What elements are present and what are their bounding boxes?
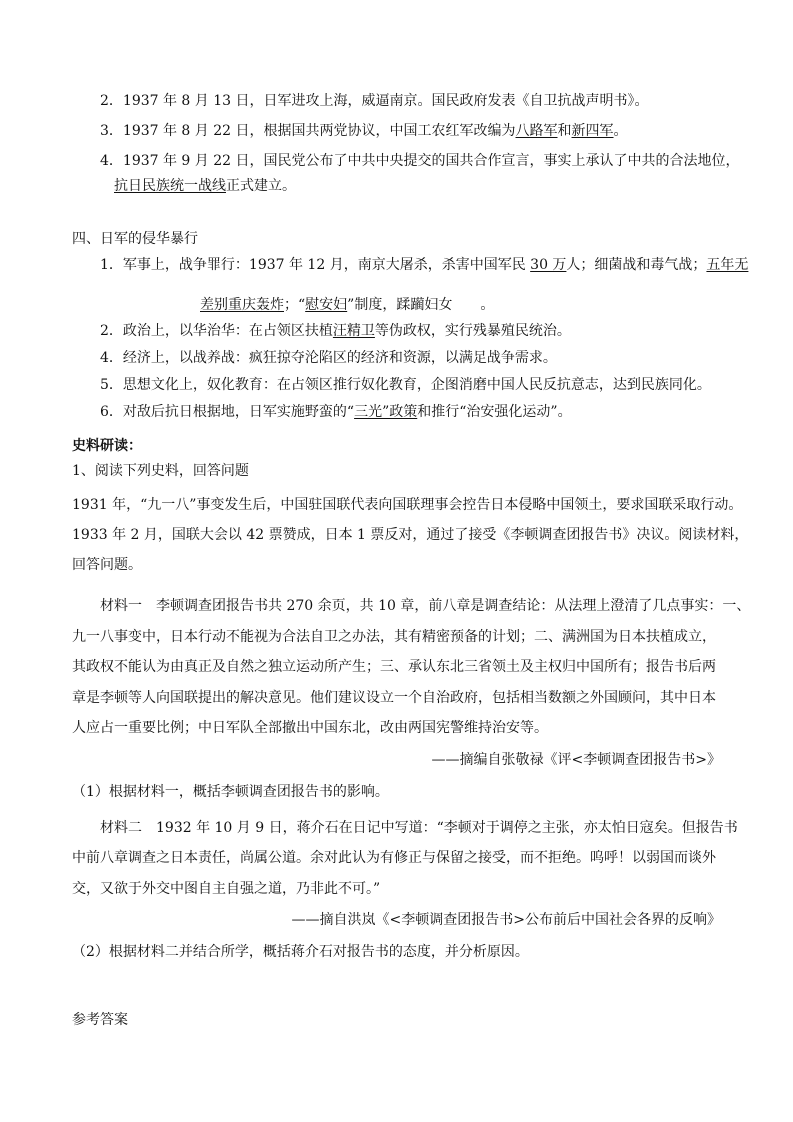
list-item-2 [100, 92, 649, 110]
question-1 [72, 783, 389, 801]
question-2 [72, 943, 529, 961]
material-1-text: 章是李顿等人向国联提出的解决意见。他们建议设立一个自治政府，包括相当数额之外国顾问，其中日本 [72, 690, 716, 706]
list-item-1-text: ；“ [284, 297, 306, 313]
list-item-6-text: 和推行“治安强化运动”。 [417, 404, 572, 420]
material-2-source-text: ——摘自洪岚《<李顿调查团报告书>公布前后中国社会各界的反响》 [291, 912, 721, 928]
list-item-1-text: ”制度，蹂躏妇女 。 [347, 297, 495, 313]
list-item-1-text: 1．军事上，战争罪行：1937 年 12 月，南京大屠杀，杀害中国军民 [100, 257, 531, 273]
list-item-4 [100, 152, 740, 170]
material-1-line [100, 597, 750, 615]
list-item-3-text: 。 [613, 123, 628, 139]
list-item-4b-text: 4．经济上，以战养战：疯狂掠夺沦陷区的经济和资源，以满足战争需求。 [100, 350, 557, 366]
underlined-term: 抗日民族统一战线 [114, 178, 226, 194]
underlined-term: 三光”政策 [354, 404, 418, 420]
question-2-text: （2）根据材料二并结合所学，概括蒋介石对报告书的态度，并分析原因。 [72, 944, 529, 960]
section-heading [72, 230, 198, 248]
intro-line [72, 526, 748, 544]
list-item-5-text: 5．思想文化上，奴化教育：在占领区推行奴化教育，企图消磨中国人民反抗意志，达到民族同化。 [100, 377, 711, 393]
question-title [72, 462, 249, 480]
material-2-line [72, 849, 716, 867]
material-2-text: 中前八章调查之日本责任，尚属公道。余对此认为有修正与保留之接受，而不拒绝。呜呼！以弱国而谈外 [72, 850, 716, 866]
material-1-text: 材料一 李顿调查团报告书共 270 余页，共 10 章，前八章是调查结论：从法理上澄清了几点事实：一、 [100, 598, 751, 614]
material-1-line [72, 719, 548, 737]
material-2-source [292, 911, 721, 929]
section-heading-text: 四、日军的侵华暴行 [72, 231, 198, 247]
underlined-term: 汪精卫 [332, 323, 375, 339]
list-item-3-text: 和 [557, 123, 572, 139]
underlined-term: 慰安妇 [305, 297, 348, 313]
material-2-text: 材料二 1932 年 10 月 9 日，蒋介石在日记中写道：“李顿对于调停之主张，亦太怕日寇矣。但报告书 [100, 820, 738, 836]
list-item-4-line2 [114, 177, 296, 195]
list-item-2-text: 2．1937 年 8 月 13 日，日军进攻上海，威逼南京。国民政府发表《自卫抗战声明书》。 [100, 93, 649, 109]
list-item-3 [100, 122, 628, 140]
list-item-5 [100, 376, 711, 394]
material-1-text: 人应占一重要比例；中日军队全部撤出中国东北，改由两国宪警维持治安等。 [72, 720, 548, 736]
material-2-line [100, 819, 738, 837]
list-item-4-text: 4．1937 年 9 月 22 日，国民党公布了中共中央提交的国共合作宣言，事实上承认了中共的合法地位， [100, 153, 740, 169]
material-1-text: 九一八事变中，日本行动不能视为合法自卫之办法，其有精密预备的计划；二、满洲国为日本扶植成立， [72, 629, 716, 645]
material-1-source-text: ——摘编自张敬禄《评<李顿调查团报告书>》 [431, 752, 721, 768]
list-item-2b-text: 等伪政权，实行残暴殖民统治。 [374, 323, 571, 339]
question-1-text: （1）根据材料一，概括李顿调查团报告书的影响。 [72, 784, 389, 800]
list-item-4b [100, 349, 557, 367]
list-item-1-line2 [200, 296, 494, 314]
list-item-1-text: 人；细菌战和毒气战； [566, 257, 707, 273]
answer-heading [72, 1011, 128, 1029]
list-item-1-text: 差别重庆轰炸 [200, 297, 284, 313]
material-2-line [72, 880, 380, 898]
list-item-4-text: 正式建立。 [226, 178, 296, 194]
material-1-line [72, 689, 716, 707]
intro-line [72, 496, 742, 514]
list-item-6 [100, 403, 572, 421]
study-heading [72, 437, 142, 455]
list-item-2b-text: 2．政治上，以华治华：在占领区扶植 [100, 323, 333, 339]
list-item-6-text: 6．对敌后抗日根据地，日军实施野蛮的“ [100, 404, 355, 420]
intro-line-text: 回答问题。 [72, 557, 142, 573]
underlined-term: 五年无 [706, 257, 749, 273]
material-1-line [72, 658, 716, 676]
material-1-text: 其政权不能认为由真正及自然之独立运动所产生；三、承认东北三省领土及主权归中国所有；报告书后两 [72, 659, 716, 675]
list-item-1 [100, 256, 748, 274]
intro-line [72, 556, 142, 574]
material-2-text: 交，又欲于外交中图自主自强之道，乃非此不可。” [72, 881, 381, 897]
intro-line-text: 1933 年 2 月，国联大会以 42 票赞成，日本 1 票反对，通过了接受《李顿调查团报告书》决议。阅读材料， [72, 527, 749, 543]
question-title-text: 1、阅读下列史料，回答问题 [72, 463, 249, 479]
study-heading-text: 史料研读： [72, 438, 142, 454]
answer-heading-text: 参考答案 [72, 1012, 128, 1028]
underlined-term: 新四军 [571, 123, 614, 139]
underlined-term: 30 万 [530, 257, 567, 273]
material-1-source [432, 751, 721, 769]
underlined-term: 八路军 [515, 123, 558, 139]
material-1-line [72, 628, 716, 646]
list-item-2b [100, 322, 571, 340]
list-item-3-text: 3．1937 年 8 月 22 日，根据国共两党协议，中国工农红军改编为 [100, 123, 516, 139]
intro-line-text: 1931 年，“九一八”事变发生后，中国驻国联代表向国联理事会控告日本侵略中国领土，要求国联采取行动。 [72, 497, 743, 513]
